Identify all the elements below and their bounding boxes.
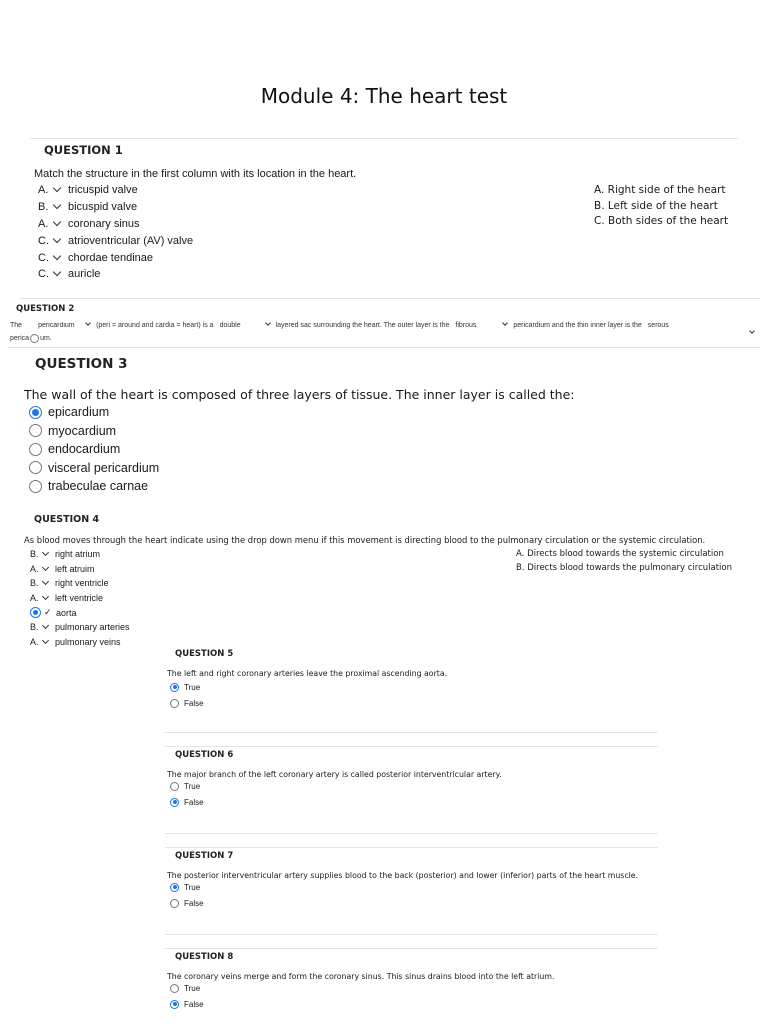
chevron-down-icon bbox=[53, 218, 61, 226]
question-7-options bbox=[170, 879, 204, 911]
dropdown-toggle[interactable] bbox=[54, 184, 68, 196]
chevron-down-icon bbox=[503, 320, 509, 326]
radio-option[interactable] bbox=[29, 477, 159, 496]
match-answer: C. bbox=[38, 268, 49, 281]
match-answer: C. bbox=[38, 251, 49, 264]
radio-option[interactable] bbox=[170, 794, 204, 810]
match-answer: B. bbox=[30, 622, 39, 633]
match-label: atrioventricular (AV) valve bbox=[68, 234, 194, 247]
chevron-down-icon bbox=[265, 320, 271, 326]
option-label: visceral pericardium bbox=[48, 460, 160, 475]
question-4-prompt: As blood moves through the heart indicate using the drop down menu if this movement is directing blood to the pulmonary circulation or the systemic circulation. bbox=[24, 535, 706, 545]
match-label: coronary sinus bbox=[68, 217, 140, 230]
chevron-down-icon bbox=[85, 320, 91, 326]
match-answer: A. bbox=[30, 593, 39, 604]
option-label: False bbox=[184, 898, 204, 908]
sentence-text: layered sac surrounding the heart. The outer layer is the bbox=[275, 322, 450, 329]
serous-dropdown[interactable]: serous bbox=[647, 322, 669, 329]
question-1-heading: QUESTION 1 bbox=[44, 143, 123, 157]
option-label: endocardium bbox=[48, 442, 121, 457]
radio-button[interactable] bbox=[170, 1000, 179, 1009]
question-4-heading: QUESTION 4 bbox=[34, 514, 100, 525]
dropdown-toggle[interactable] bbox=[503, 322, 513, 329]
question-1-options bbox=[594, 183, 728, 230]
match-answer: B. bbox=[30, 549, 39, 560]
chevron-down-icon bbox=[53, 201, 61, 209]
dropdown-toggle[interactable] bbox=[750, 322, 760, 340]
chevron-down-icon bbox=[42, 637, 49, 644]
chevron-down-icon bbox=[53, 251, 61, 259]
match-label: right ventricle bbox=[55, 578, 109, 589]
option-label: trabeculae carnae bbox=[48, 479, 149, 494]
sentence-text: The bbox=[10, 322, 23, 329]
divider bbox=[165, 746, 658, 747]
dropdown-toggle[interactable] bbox=[54, 252, 68, 264]
sentence-text: um. bbox=[40, 335, 52, 342]
radio-option[interactable] bbox=[170, 980, 204, 996]
radio-button[interactable] bbox=[29, 480, 42, 493]
sentence-text: perica bbox=[10, 335, 30, 342]
page-title: Module 4: The heart test bbox=[260, 84, 508, 108]
option-label: epicardium bbox=[48, 405, 110, 420]
radio-option[interactable] bbox=[170, 895, 204, 911]
radio-option[interactable] bbox=[170, 778, 204, 794]
question-6-heading: QUESTION 6 bbox=[175, 750, 234, 760]
divider bbox=[165, 934, 658, 935]
question-2-sentence-end bbox=[10, 334, 52, 343]
radio-button[interactable] bbox=[29, 461, 42, 474]
option-label: False bbox=[184, 797, 204, 807]
match-row bbox=[30, 635, 130, 650]
sentence-text: (peri = around and cardia = heart) is a bbox=[96, 322, 214, 329]
option-label: A. Directs blood towards the systemic circulation bbox=[516, 549, 724, 559]
match-label: left ventricle bbox=[55, 593, 104, 604]
divider bbox=[20, 298, 760, 299]
match-row bbox=[38, 199, 193, 216]
radio-button[interactable] bbox=[170, 782, 179, 791]
radio-button[interactable] bbox=[29, 443, 42, 456]
divider bbox=[165, 732, 658, 733]
question-3-prompt: The wall of the heart is composed of three layers of tissue. The inner layer is called the: bbox=[24, 387, 575, 402]
option-label: False bbox=[184, 698, 204, 708]
dropdown-toggle[interactable] bbox=[43, 549, 55, 559]
radio-option[interactable] bbox=[170, 695, 204, 711]
match-row bbox=[38, 266, 193, 283]
radio-option[interactable] bbox=[29, 440, 159, 459]
radio-option[interactable] bbox=[29, 403, 159, 422]
match-label: tricuspid valve bbox=[68, 184, 138, 197]
radio-option[interactable] bbox=[29, 422, 159, 441]
dropdown-toggle[interactable] bbox=[43, 564, 55, 574]
radio-button[interactable] bbox=[170, 883, 179, 892]
match-row bbox=[30, 547, 130, 562]
option-label: myocardium bbox=[48, 423, 117, 438]
match-label: chordae tendinae bbox=[68, 251, 154, 264]
option-label: True bbox=[184, 781, 201, 791]
radio-button[interactable] bbox=[170, 699, 179, 708]
chevron-down-icon bbox=[53, 184, 61, 192]
cursor-circle-icon bbox=[30, 607, 41, 618]
option-label: True bbox=[184, 882, 201, 892]
question-6-options bbox=[170, 778, 204, 810]
radio-option[interactable] bbox=[29, 459, 159, 478]
question-1-prompt: Match the structure in the first column with its location in the heart. bbox=[34, 168, 357, 180]
match-answer: A. bbox=[30, 563, 39, 574]
match-row bbox=[38, 216, 193, 233]
question-4-match-list bbox=[30, 547, 130, 649]
question-5-prompt: The left and right coronary arteries leave the proximal ascending aorta. bbox=[167, 669, 448, 678]
match-label: pulmonary arteries bbox=[55, 622, 130, 633]
match-answer: A. bbox=[38, 217, 49, 230]
match-row bbox=[30, 605, 130, 620]
option-label: B. Left side of the heart bbox=[594, 199, 718, 212]
fibrous-dropdown[interactable]: fibrous bbox=[455, 322, 477, 329]
radio-button[interactable] bbox=[170, 798, 179, 807]
chevron-down-icon bbox=[53, 268, 61, 276]
option-label: B. Directs blood towards the pulmonary circulation bbox=[516, 562, 732, 573]
match-answer: A. bbox=[30, 636, 39, 647]
question-7-prompt: The posterior interventricular artery supplies blood to the back (posterior) and lower (inferior) parts of the heart muscle. bbox=[167, 871, 639, 880]
match-answer: C. bbox=[38, 234, 49, 247]
question-2-sentence bbox=[10, 322, 696, 329]
question-3-heading: QUESTION 3 bbox=[35, 356, 128, 372]
pericardium-dropdown[interactable]: pericardium bbox=[38, 322, 75, 329]
match-row bbox=[30, 562, 130, 577]
divider bbox=[165, 833, 658, 834]
dropdown-toggle[interactable] bbox=[54, 201, 68, 213]
radio-button[interactable] bbox=[170, 683, 179, 692]
match-row bbox=[38, 249, 193, 266]
sentence-text: pericardium and the thin inner layer is the bbox=[513, 322, 642, 329]
chevron-down-icon bbox=[42, 578, 49, 585]
question-3-options bbox=[29, 403, 159, 496]
radio-option[interactable] bbox=[170, 879, 204, 895]
dropdown-toggle[interactable] bbox=[54, 235, 68, 247]
option-label: False bbox=[184, 999, 204, 1009]
question-6-prompt: The major branch of the left coronary artery is called posterior interventricular artery. bbox=[167, 770, 502, 779]
option-label: True bbox=[184, 983, 201, 993]
match-answer: A. bbox=[38, 184, 49, 197]
question-8-options bbox=[170, 980, 204, 1012]
question-1-match-list bbox=[38, 182, 193, 283]
question-5-options bbox=[170, 679, 204, 711]
question-4-options bbox=[516, 548, 732, 575]
dropdown-toggle[interactable] bbox=[43, 578, 55, 588]
checkmark-icon: ✓ bbox=[44, 607, 52, 618]
match-label: pulmonary veins bbox=[55, 636, 121, 647]
question-7-heading: QUESTION 7 bbox=[175, 851, 234, 861]
dropdown-toggle[interactable] bbox=[43, 622, 55, 632]
match-row bbox=[30, 620, 130, 635]
radio-button[interactable] bbox=[170, 984, 179, 993]
radio-option[interactable] bbox=[170, 996, 204, 1012]
divider bbox=[165, 847, 658, 848]
dropdown-toggle[interactable] bbox=[54, 218, 68, 230]
cursor-circle-icon bbox=[30, 334, 39, 343]
match-label: aorta bbox=[56, 607, 77, 618]
chevron-down-icon bbox=[42, 549, 49, 556]
match-label: right atrium bbox=[55, 549, 101, 560]
double-dropdown[interactable]: double bbox=[219, 322, 241, 329]
question-2-heading: QUESTION 2 bbox=[16, 304, 75, 314]
option-label: C. Both sides of the heart bbox=[594, 215, 729, 227]
match-label: auricle bbox=[68, 268, 101, 281]
radio-option[interactable] bbox=[170, 679, 204, 695]
match-row bbox=[38, 182, 193, 199]
dropdown-toggle[interactable] bbox=[54, 268, 68, 280]
divider bbox=[8, 347, 760, 348]
option-label: True bbox=[184, 682, 201, 692]
dropdown-toggle[interactable] bbox=[43, 637, 55, 647]
divider bbox=[165, 948, 658, 949]
radio-button[interactable] bbox=[170, 899, 179, 908]
dropdown-toggle[interactable] bbox=[86, 322, 96, 329]
dropdown-toggle[interactable] bbox=[43, 593, 55, 603]
divider bbox=[30, 138, 738, 139]
match-label: bicuspid valve bbox=[68, 201, 138, 214]
match-answer: B. bbox=[30, 578, 39, 589]
radio-button[interactable] bbox=[29, 424, 42, 437]
chevron-down-icon bbox=[53, 235, 61, 243]
question-5-heading: QUESTION 5 bbox=[175, 649, 234, 659]
match-row bbox=[30, 576, 130, 591]
match-row bbox=[30, 591, 130, 606]
match-label: left atruim bbox=[55, 563, 95, 574]
question-8-heading: QUESTION 8 bbox=[175, 952, 234, 962]
chevron-down-icon bbox=[42, 564, 49, 571]
dropdown-toggle[interactable] bbox=[266, 322, 276, 329]
radio-button[interactable] bbox=[29, 406, 42, 419]
option-label: A. Right side of the heart bbox=[594, 184, 726, 196]
match-row bbox=[38, 232, 193, 249]
chevron-down-icon bbox=[749, 328, 755, 334]
chevron-down-icon bbox=[42, 622, 49, 629]
question-8-prompt: The coronary veins merge and form the coronary sinus. This sinus drains blood into the left atrium. bbox=[167, 972, 555, 981]
match-answer: B. bbox=[38, 201, 49, 214]
chevron-down-icon bbox=[42, 593, 49, 600]
